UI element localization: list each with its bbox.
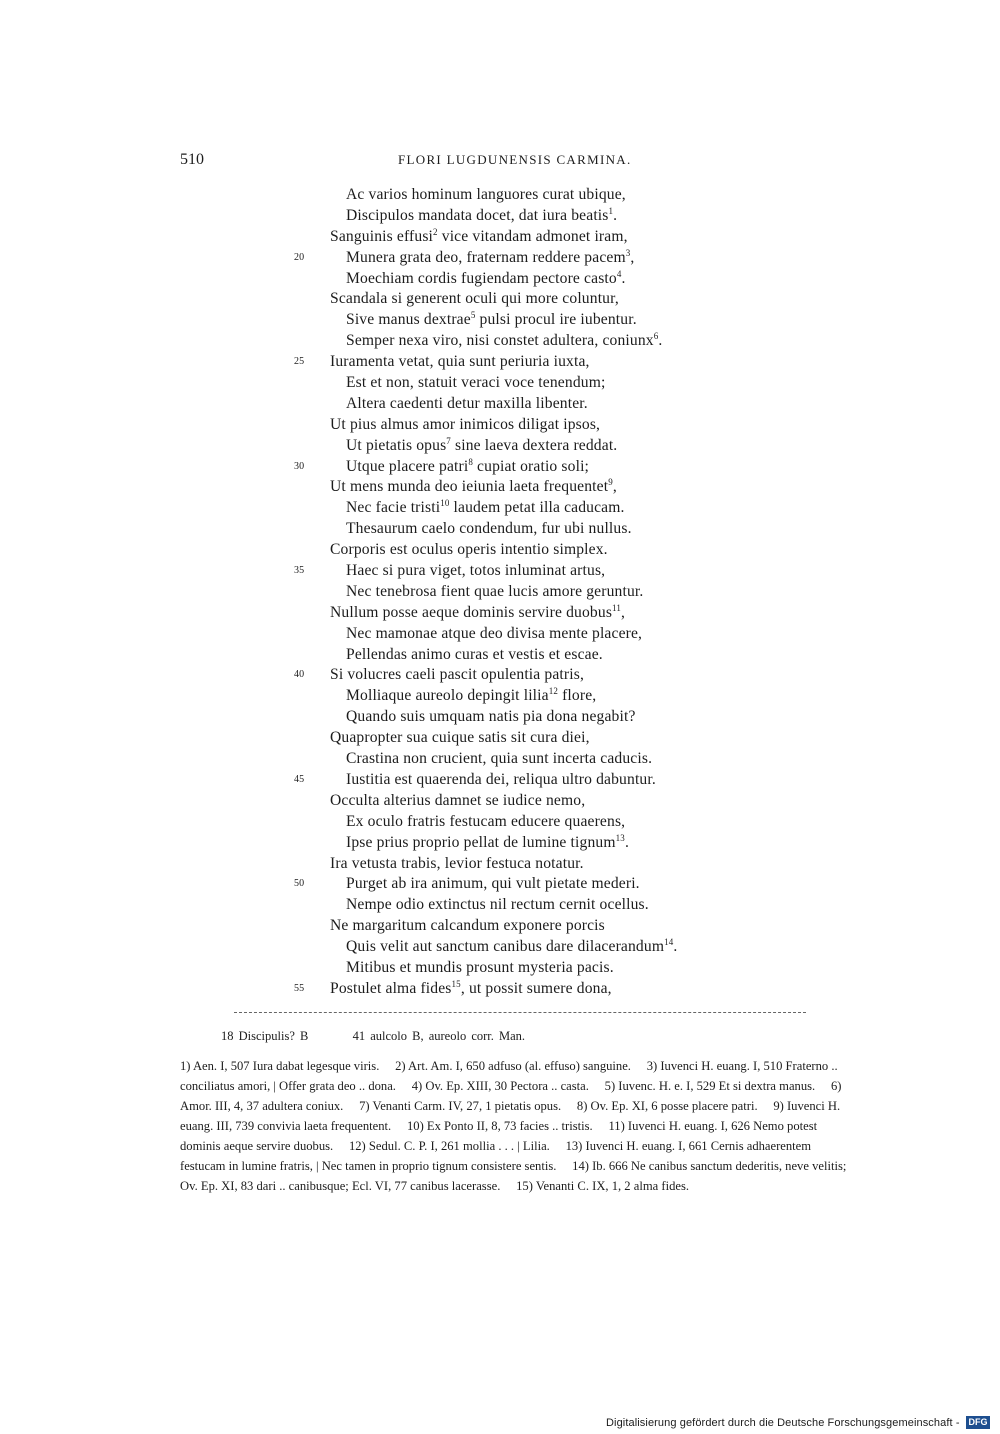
running-title: FLORI LUGDUNENSIS CARMINA. [398,152,632,167]
footnote: 12) Sedul. C. P. I, 261 mollia . . . | Lilia. [348,1139,550,1153]
verse-line [0,812,1000,833]
footnote: 3) Iuvenci H. euang. I, 510 Fraterno .. conciliatus amori, | Offer grata deo .. dona. [180,1059,838,1093]
verse-text: Iuramenta vetat, quia sunt periuria iuxta, [330,353,590,371]
verse-line [0,582,1000,603]
verse-text: Quando suis umquam natis pia dona negabit? [346,708,636,726]
footnotes [180,1056,852,1196]
verse-line [0,248,1000,269]
footnote-marker: 13 [615,832,625,843]
footnote-marker: 11 [612,602,622,613]
verse-text: Discipulos mandata docet, dat iura beatis$^1$. [346,205,618,224]
verse-text: Crastina non crucient, quia sunt incerta caducis. [346,750,653,768]
verse-text: Occulta alterius damnet se iudice nemo, [330,791,586,809]
verse-text: Munera grata deo, fraternam reddere pacem$^3$, [346,247,635,266]
verse-text: Nullum posse aeque dominis servire duobus$^{11}$, [330,602,626,621]
footnote-marker: 3 [625,247,631,258]
verse-line [0,394,1000,415]
verse-line [0,979,1000,1000]
verse-text: Si volucres caeli pascit opulentia patris, [330,666,584,684]
verse-text: Altera caedenti detur maxilla libenter. [346,394,588,412]
poem-text [0,185,1000,1000]
critical-apparatus [221,1029,525,1044]
verse-line [0,854,1000,875]
footnote-marker: 5 [470,310,476,321]
line-number: 50 [294,878,305,890]
verse-text: Corporis est oculus operis intentio simplex. [330,541,608,559]
line-number: 35 [294,565,305,577]
verse-text: Nec facie tristi$^{10}$ laudem petat illa caducam. [346,498,625,517]
footnote-marker: 12 [548,686,559,697]
line-number: 25 [294,356,305,368]
footnote-marker: 14 [664,936,674,947]
verse-line [0,352,1000,373]
verse-text: Sanguinis effusi$^2$ vice vitandam admonet iram, [330,226,628,245]
verse-text: Nec tenebrosa fient quae lucis amore geruntur. [346,582,644,600]
verse-line [0,728,1000,749]
footnote-marker: 8 [468,456,473,467]
verse-line [0,937,1000,958]
footnote: 15) Venanti C. IX, 1, 2 alma fides. [516,1179,690,1193]
verse-text: Ut pietatis opus$^7$ sine laeva dextera reddat. [346,435,618,454]
verse-line [0,916,1000,937]
verse-line [0,185,1000,206]
line-number: 20 [294,251,305,263]
footnote-marker: 10 [440,498,450,509]
verse-text: Molliaque aureolo depingit lilia$^{12}$ flore, [346,686,597,705]
footnote: 13) Iuvenci H. euang. I, 661 Cernis adhaerentem festucam in lumine fratris, | Nec tamen in proprio tignum consistere sentis. [180,1139,812,1173]
verse-line [0,895,1000,916]
verse-line [0,331,1000,352]
verse-text: Est et non, statuit veraci voce tenendum; [346,374,606,392]
verse-line [0,519,1000,540]
verse-line [0,436,1000,457]
verse-line [0,770,1000,791]
verse-line [0,310,1000,331]
verse-text: Nec mamonae atque deo divisa mente placere, [346,624,643,642]
verse-line [0,477,1000,498]
apparatus-entry: 18 Discipulis? B [221,1029,309,1043]
verse-line [0,791,1000,812]
page-number: 510 [180,151,204,168]
verse-line [0,227,1000,248]
footnote: 5) Iuvenc. H. e. I, 529 Et si dextra manus. [604,1079,816,1093]
verse-line [0,561,1000,582]
footnote-marker: 6 [653,331,659,342]
verse-line [0,833,1000,854]
verse-text: Nempe odio extinctus nil rectum cernit ocellus. [346,896,649,914]
footnote: 6) Amor. III, 4, 37 adultera coniux. [180,1079,842,1113]
verse-line [0,289,1000,310]
footnote-marker: 15 [451,978,461,989]
verse-line [0,749,1000,770]
verse-text: Utque placere patri$^8$ cupiat oratio soli; [346,456,590,475]
verse-line [0,874,1000,895]
line-number: 30 [294,460,305,472]
verse-text: Purget ab ira animum, qui vult pietate mederi. [346,875,640,893]
line-number: 55 [294,982,305,994]
verse-line [0,603,1000,624]
verse-text: Ac varios hominum languores curat ubique, [346,186,626,203]
footnote: 14) Ib. 666 Ne canibus sanctum dederitis, neve velitis; Ov. Ep. XI, 83 dari .. canibusque; Ecl. VI, 77 canibus lacerasse. [180,1159,847,1193]
apparatus-entry: 41 aulcolo B, aureolo corr. Man. [352,1029,526,1043]
verse-line [0,624,1000,645]
footnote-marker: 9 [608,477,613,488]
verse-text: Thesaurum caelo condendum, fur ubi nullus. [346,520,632,538]
footnote-marker: 4 [616,268,622,279]
verse-text: Ipse prius proprio pellat de lumine tignum$^{13}$. [346,832,629,851]
footnote: 11) Iuvenci H. euang. I, 626 Nemo potest dominis aeque servire duobus. [180,1119,818,1153]
verse-line [0,206,1000,227]
verse-text: Quis velit aut sanctum canibus dare dilacerandum$^{14}$. [346,936,678,956]
verse-line [0,958,1000,979]
footnote: 7) Venanti Carm. IV, 27, 1 pietatis opus. [359,1099,562,1113]
verse-line [0,415,1000,436]
footnote: 1) Aen. I, 507 Iura dabat legesque viris. [180,1059,380,1073]
verse-text: Ut pius almus amor inimicos diligat ipsos, [330,415,601,433]
verse-line [0,373,1000,394]
verse-line [0,665,1000,686]
footnote-marker: 7 [446,435,451,446]
dfg-logo: DFG [966,1416,990,1429]
footnote-marker: 2 [433,226,438,237]
verse-line [0,707,1000,728]
verse-text: Mitibus et mundis prosunt mysteria pacis. [346,958,614,976]
line-number: 45 [294,773,305,785]
verse-text: Semper nexa viro, nisi constet adultera, coniunx$^6$. [346,331,663,350]
verse-text: Ex oculo fratris festucam educere quaerens, [346,812,626,830]
verse-line [0,645,1000,666]
verse-line [0,540,1000,561]
verse-text: Moechiam cordis fugiendam pectore casto$^4$. [346,268,626,287]
verse-text: Ira vetusta trabis, levior festuca notatur. [330,854,584,872]
footnote: 10) Ex Ponto II, 8, 73 facies .. tristis. [406,1119,593,1133]
footnote: 4) Ov. Ep. XIII, 30 Pectora .. casta. [411,1079,589,1093]
footnote: 2) Art. Am. I, 650 adfuso (al. effuso) sanguine. [395,1059,631,1073]
verse-text: Haec si pura viget, totos inluminat artus, [346,562,606,580]
footnote: 8) Ov. Ep. XI, 6 posse placere patri. [576,1099,758,1113]
verse-text: Iustitia est quaerenda dei, reliqua ultro dabuntur. [346,770,656,788]
verse-line [0,498,1000,519]
footnote-marker: 1 [608,205,614,216]
verse-line [0,686,1000,707]
verse-text: Quapropter sua cuique satis sit cura diei, [330,729,590,747]
verse-text: Pellendas animo curas et vestis et escae. [346,645,603,663]
verse-text: Ut mens munda deo ieiunia laeta frequentet$^9$, [330,477,617,496]
verse-text: Postulet alma fides$^{15}$, ut possit sumere dona, [330,978,612,997]
verse-line [0,269,1000,290]
verse-text: Scandala si generent oculi qui more coluntur, [330,290,619,308]
verse-text: Ne margaritum calcandum exponere porcis [330,917,605,935]
verse-line [0,457,1000,478]
verse-text: Sive manus dextrae$^5$ pulsi procul ire iubentur. [346,310,637,329]
line-number: 40 [294,669,305,681]
footnote: 9) Iuvenci H. euang. III, 739 convivia laeta frequentent. [180,1099,841,1133]
digitization-credit: Digitalisierung gefördert durch die Deutsche Forschungsgemeinschaft - [606,1417,960,1429]
separator-rule [234,1012,806,1013]
